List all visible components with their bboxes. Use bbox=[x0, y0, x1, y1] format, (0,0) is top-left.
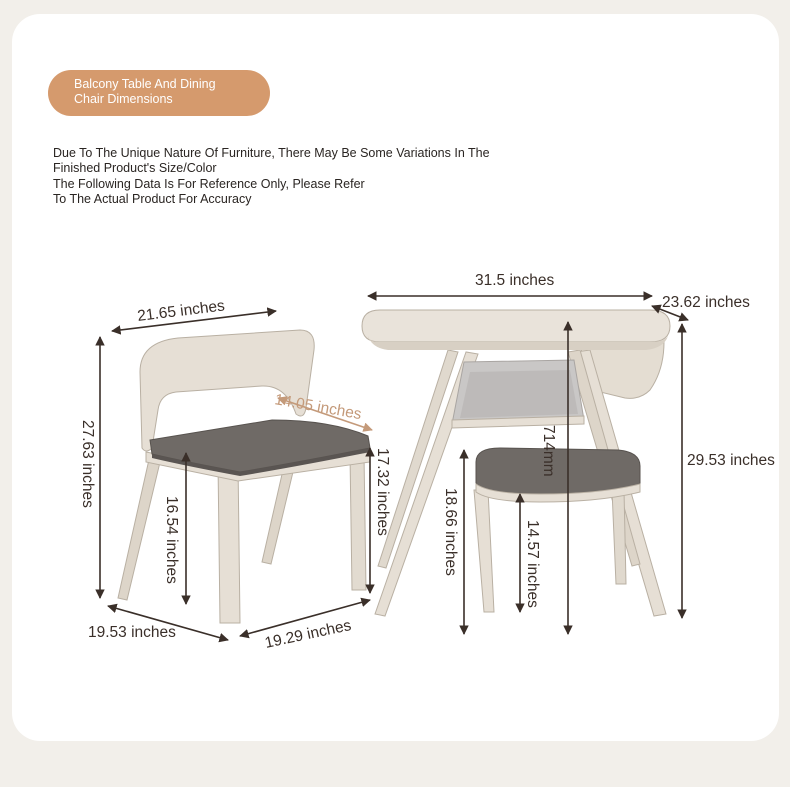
table-depth-label: 23.62 inches bbox=[662, 294, 750, 311]
table-height-label: 29.53 inches bbox=[687, 452, 775, 469]
stool-seat-height-label: 14.57 inches bbox=[524, 520, 541, 608]
table-height-mm-label: 714mm bbox=[540, 425, 557, 477]
chair-height-label: 27.63 inches bbox=[79, 420, 96, 508]
stool-height-label: 18.66 inches bbox=[442, 488, 459, 576]
note-line-1: Due To The Unique Nature Of Furniture, There May Be Some Variations In The bbox=[53, 146, 490, 160]
balcony-table-illustration bbox=[362, 310, 670, 616]
note-line-3: The Following Data Is For Reference Only, Please Refer bbox=[53, 176, 365, 191]
chair-seat-height-label: 16.54 inches bbox=[163, 496, 180, 584]
badge-line-1: Balcony Table And Dining bbox=[74, 77, 216, 91]
badge-line-2: Chair Dimensions bbox=[74, 92, 173, 106]
chair-base-left-label: 19.53 inches bbox=[88, 624, 176, 641]
chair-base-right-label: 19.29 inches bbox=[263, 617, 353, 652]
chair-width-label: 21.65 inches bbox=[136, 297, 226, 325]
chair-leg-height-label: 17.32 inches bbox=[374, 448, 391, 536]
table-length-label: 31.5 inches bbox=[475, 272, 555, 289]
chair-seat-depth-label: 14.05 inches bbox=[273, 391, 363, 424]
note-line-2: Finished Product's Size/Color bbox=[53, 161, 217, 176]
dining-chair-illustration bbox=[118, 330, 370, 623]
note-line-4: To The Actual Product For Accuracy bbox=[53, 191, 252, 206]
